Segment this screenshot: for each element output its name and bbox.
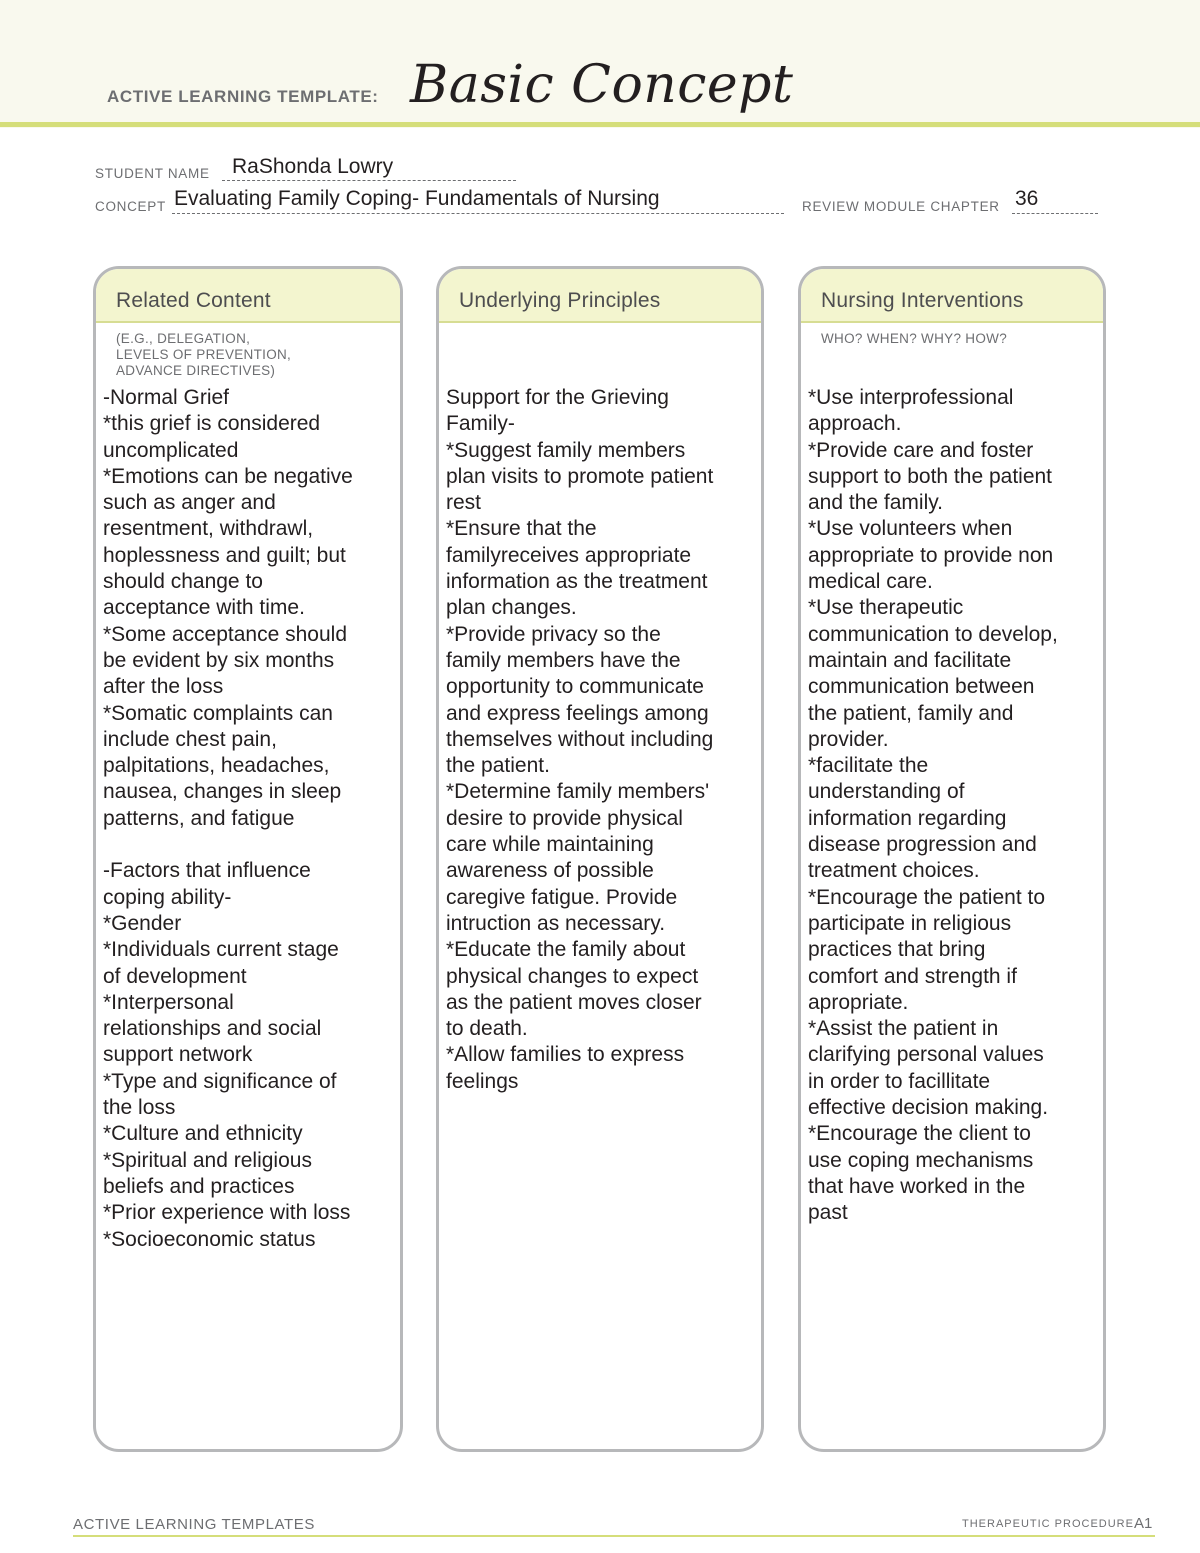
body-line: and the family. [808,491,944,515]
body-line: use coping mechanisms [808,1148,1034,1172]
card-body[interactable] [446,385,751,1095]
body-line: clarifying personal values [808,1043,1044,1067]
student-name-label: STUDENT NAME [95,166,210,181]
card-header [96,269,400,323]
body-line: appropriate to provide non [808,543,1054,567]
body-line: past [808,1201,848,1225]
body-line: desire to provide physical [446,806,683,830]
body-line: *Assist the patient in [808,1017,999,1041]
body-line: intruction as necessary. [446,911,666,935]
body-line: information regarding [808,806,1007,830]
body-line: effective decision making. [808,1096,1049,1120]
body-line: *Culture and ethnicity [103,1122,303,1146]
body-line: *Socioeconomic status [103,1227,316,1251]
body-line: palpitations, headaches, [103,754,330,778]
body-line: nausea, changes in sleep [103,780,342,804]
body-line: as the patient moves closer [446,990,702,1014]
card-body[interactable] [808,385,1093,1227]
hint-line: LEVELS OF PREVENTION, [116,347,292,362]
chapter-label: REVIEW MODULE CHAPTER [802,199,1000,214]
body-line: such as anger and [103,491,276,515]
nursing-interventions-card [798,266,1106,1452]
student-name-field[interactable]: RaShonda Lowry [232,155,394,178]
body-line: *Somatic complaints can [103,701,333,725]
body-line: acceptance with time. [103,596,305,620]
body-line: uncomplicated [103,438,239,462]
body-line: *Suggest family members [446,438,686,462]
body-line: *Educate the family about [446,938,686,962]
card-hint [116,331,400,385]
card-title: Underlying Principles [459,289,661,312]
body-line: should change to [103,570,263,594]
body-line: *Provide privacy so the [446,622,661,646]
template-title: Basic Concept [410,55,794,115]
card-header [439,269,761,323]
body-line: Family- [446,412,515,436]
body-line: -Factors that influence [103,859,311,883]
body-line: *Provide care and foster [808,438,1034,462]
body-line: treatment choices. [808,859,980,883]
body-line: *Allow families to express [446,1043,685,1067]
body-line: participate in religious [808,911,1012,935]
hint-line: ADVANCE DIRECTIVES) [116,363,276,378]
hint-line: WHO? WHEN? WHY? HOW? [821,331,1008,346]
body-line: communication to develop, [808,622,1058,646]
body-line: *facilitate the [808,754,929,778]
hint-line: (E.G., DELEGATION, [116,331,251,346]
body-line: *Type and significance of [103,1069,337,1093]
body-line: comfort and strength if [808,964,1017,988]
body-line: *Individuals current stage [103,938,339,962]
body-line: to death. [446,1017,528,1041]
body-line: medical care. [808,570,933,594]
body-line: understanding of [808,780,965,804]
body-line: *Some acceptance should [103,622,347,646]
chapter-field[interactable]: 36 [1015,187,1039,210]
body-line: *Use interprofessional [808,386,1014,409]
body-line: relationships and social [103,1017,322,1041]
body-line: that have worked in the [808,1174,1026,1198]
body-line: feelings [446,1069,519,1093]
body-line: support network [103,1043,253,1067]
body-line: plan changes. [446,596,577,620]
body-line: themselves without including [446,727,714,751]
card-header [801,269,1103,323]
body-line [103,832,390,858]
footer-rule [73,1535,1155,1537]
body-line: the patient, family and [808,701,1014,725]
body-line: Support for the Grieving [446,386,669,409]
body-line: caregive fatigue. Provide [446,885,678,909]
body-line: opportunity to communicate [446,675,704,699]
body-line: care while maintaining [446,833,654,857]
body-line: *Spiritual and religious [103,1148,312,1172]
footer-right: THERAPEUTIC PROCEDURE [962,1518,1134,1530]
body-line: *Prior experience with loss [103,1201,351,1225]
body-line: the patient. [446,754,550,778]
card-hint [459,331,761,385]
footer-left: ACTIVE LEARNING TEMPLATES [73,1516,315,1533]
card-title: Related Content [116,289,271,312]
body-line: provider. [808,727,889,751]
body-line: *Interpersonal [103,990,234,1014]
body-line: coping ability- [103,885,232,909]
body-line: of development [103,964,247,988]
student-name-line [222,180,516,181]
related-content-card [93,266,403,1452]
body-line: *Use therapeutic [808,596,964,620]
body-line: rest [446,491,482,515]
body-line: after the loss [103,675,224,699]
chapter-line [1012,213,1098,214]
body-line: the loss [103,1096,176,1120]
body-line: approach. [808,412,902,436]
body-line: plan visits to promote patient [446,464,714,488]
body-line: *Emotions can be negative [103,464,353,488]
body-line: in order to facillitate [808,1069,991,1093]
card-body[interactable] [103,385,390,1253]
body-line: and express feelings among [446,701,709,725]
body-line: physical changes to expect [446,964,699,988]
footer-code: A1 [1134,1515,1153,1532]
concept-label: CONCEPT [95,199,166,214]
card-hint [821,331,1103,385]
concept-field[interactable]: Evaluating Family Coping- Fundamentals of Nursing [174,187,660,210]
body-line: hoplessness and guilt; but [103,543,346,567]
underlying-principles-card [436,266,764,1452]
body-line: *this grief is considered [103,412,321,436]
body-line: *Ensure that the [446,517,597,541]
body-line: *Gender [103,911,182,935]
body-line: -Normal Grief [103,386,230,409]
body-line: *Encourage the client to [808,1122,1031,1146]
body-line: resentment, withdrawl, [103,517,314,541]
body-line: include chest pain, [103,727,277,751]
body-line: maintain and facilitate [808,648,1012,672]
card-title: Nursing Interventions [821,289,1024,312]
body-line: disease progression and [808,833,1037,857]
body-line: *Use volunteers when [808,517,1013,541]
body-line: awareness of possible [446,859,654,883]
body-line: support to both the patient [808,464,1053,488]
body-line: *Determine family members' [446,780,710,804]
body-line: apropriate. [808,990,909,1014]
body-line: *Encourage the patient to [808,885,1046,909]
body-line: practices that bring [808,938,986,962]
body-line: beliefs and practices [103,1174,295,1198]
header-rule [0,122,1200,127]
body-line: familyreceives appropriate [446,543,692,567]
body-line: be evident by six months [103,648,335,672]
template-label: ACTIVE LEARNING TEMPLATE: [107,87,379,106]
body-line: family members have the [446,648,681,672]
body-line: communication between [808,675,1035,699]
body-line: patterns, and fatigue [103,806,295,830]
body-line: information as the treatment [446,570,708,594]
concept-line [172,213,784,214]
